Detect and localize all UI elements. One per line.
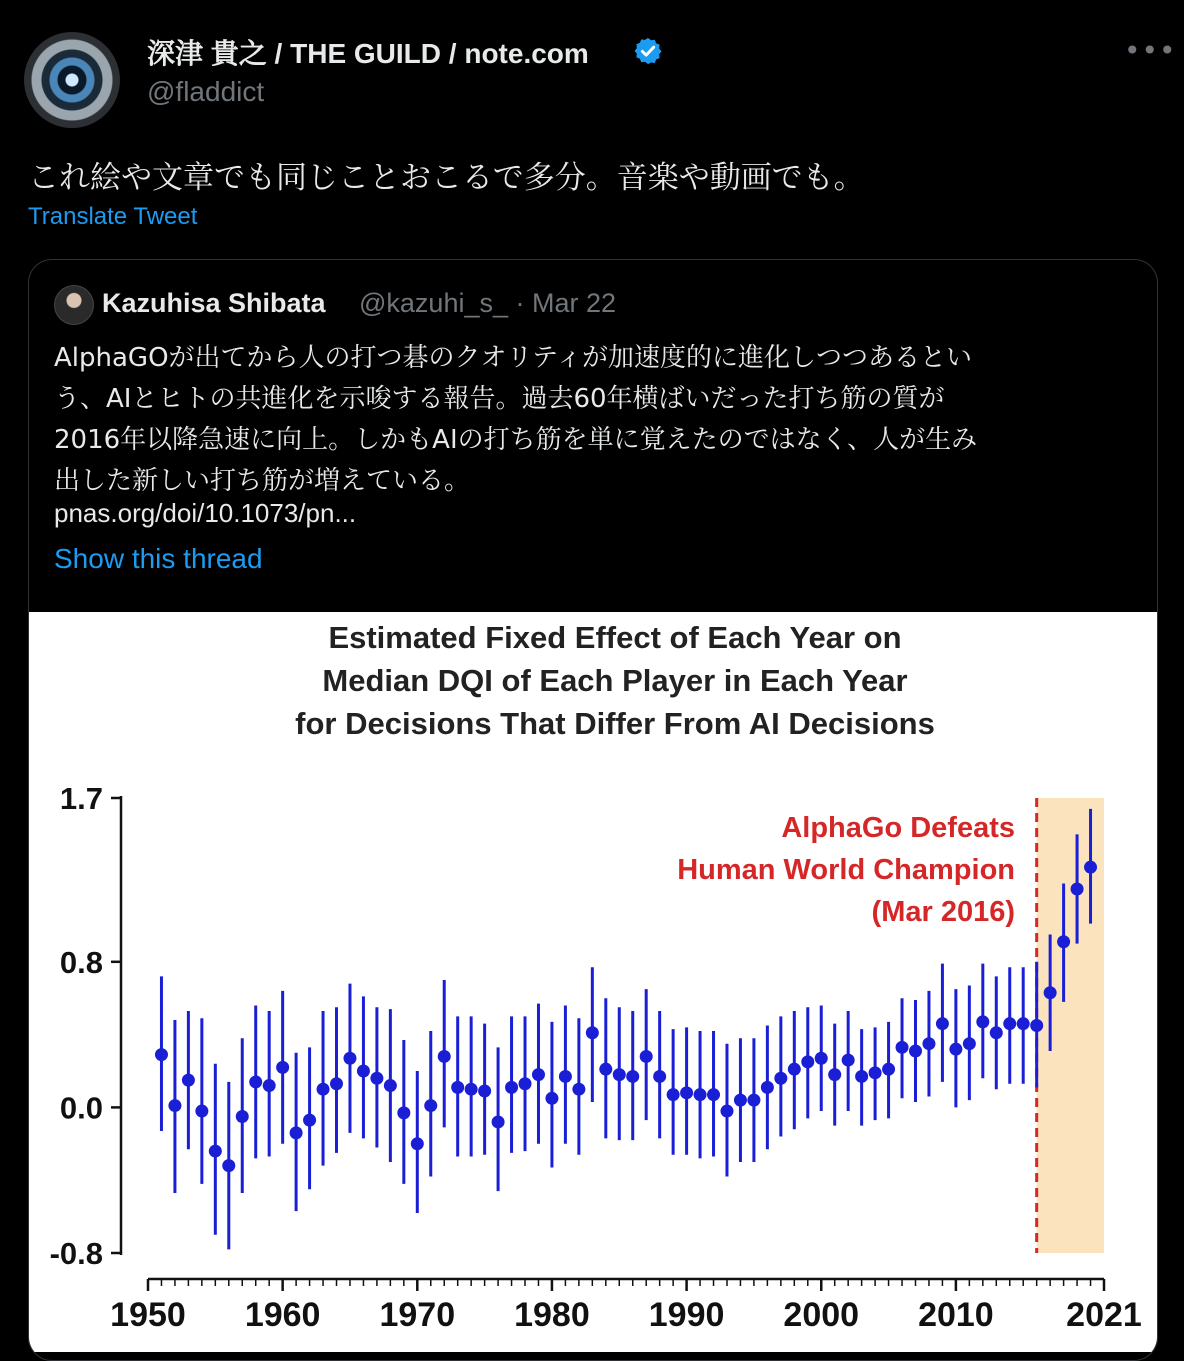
quoted-text-line: う、AIとヒトの共進化を示唆する報告。過去60年横ばいだった打ち筋の質が — [54, 384, 945, 414]
data-point — [155, 1048, 168, 1061]
x-tick-label: 1980 — [514, 1296, 590, 1334]
data-point — [357, 1065, 370, 1078]
data-point — [882, 1063, 895, 1076]
quoted-link[interactable]: pnas.org/doi/10.1073/pn... — [54, 498, 357, 528]
data-point — [613, 1068, 626, 1081]
x-tick-label: 2010 — [918, 1296, 994, 1334]
data-point — [451, 1081, 464, 1094]
data-point — [976, 1015, 989, 1028]
x-tick-label: 1960 — [244, 1296, 321, 1334]
data-point — [949, 1043, 962, 1056]
data-point — [263, 1079, 276, 1092]
quoted-avatar[interactable] — [54, 285, 94, 325]
data-point — [168, 1099, 181, 1112]
data-point — [249, 1075, 262, 1088]
quoted-handle-text: @kazuhi_s_ — [359, 288, 508, 318]
author-handle[interactable]: @fladdict — [147, 76, 265, 107]
data-point — [1030, 1019, 1043, 1032]
data-point — [1003, 1017, 1016, 1030]
dqi-chart — [29, 612, 1157, 1352]
data-point — [990, 1026, 1003, 1039]
data-point — [411, 1137, 424, 1150]
data-point — [209, 1145, 222, 1158]
data-point — [424, 1099, 437, 1112]
data-point — [572, 1083, 585, 1096]
data-point — [909, 1044, 922, 1057]
data-point — [222, 1159, 235, 1172]
x-tick-label: 2000 — [783, 1296, 860, 1334]
data-point — [788, 1063, 801, 1076]
data-point — [492, 1115, 505, 1128]
quoted-author-handle[interactable] — [359, 288, 616, 319]
data-point — [1017, 1017, 1030, 1030]
data-point — [478, 1085, 491, 1098]
data-point — [842, 1054, 855, 1067]
chart-title-line-1: Estimated Fixed Effect of Each Year on — [328, 620, 902, 655]
y-tick-label: 1.7 — [59, 781, 103, 816]
data-point — [761, 1081, 774, 1094]
data-point — [963, 1037, 976, 1050]
y-tick-label: 0.0 — [59, 1090, 103, 1126]
translate-tweet-link[interactable]: Translate Tweet — [28, 203, 198, 230]
data-point — [720, 1105, 733, 1118]
more-dots-icon[interactable]: ••• — [1124, 34, 1177, 67]
data-point — [1044, 986, 1057, 999]
chart-image[interactable] — [29, 612, 1157, 1352]
data-point — [438, 1050, 451, 1063]
y-tick-label: 0.8 — [59, 944, 103, 980]
x-tick-label: 2021 — [1066, 1296, 1142, 1334]
x-tick-label: 1950 — [110, 1296, 186, 1334]
data-point — [680, 1086, 693, 1099]
data-point — [869, 1066, 882, 1079]
data-point — [747, 1094, 760, 1107]
data-point — [653, 1070, 666, 1083]
y-tick-label: -0.8 — [49, 1236, 103, 1271]
chart-title-line-3: for Decisions That Differ From AI Decisions — [295, 706, 935, 741]
data-point — [317, 1083, 330, 1096]
data-point — [896, 1041, 909, 1054]
data-point — [855, 1070, 868, 1083]
annotation-line-2: Human World Champion — [677, 854, 1015, 886]
data-point — [707, 1088, 720, 1101]
chart-title-line-2: Median DQI of Each Player in Each Year — [322, 663, 908, 698]
quoted-author-name[interactable]: Kazuhisa Shibata — [102, 288, 326, 318]
data-point — [922, 1037, 935, 1050]
data-point — [384, 1079, 397, 1092]
data-point — [667, 1088, 680, 1101]
data-point — [303, 1114, 316, 1127]
data-point — [236, 1110, 249, 1123]
quoted-text — [54, 338, 1134, 502]
data-point — [182, 1074, 195, 1087]
quoted-text-line: 出した新しい打ち筋が増えている。 — [54, 466, 471, 496]
data-point — [343, 1052, 356, 1065]
data-point — [1071, 883, 1084, 896]
data-point — [586, 1026, 599, 1039]
data-point — [370, 1072, 383, 1085]
author-name[interactable]: 深津 貴之 / THE GUILD / note.com — [147, 38, 589, 69]
data-point — [828, 1068, 841, 1081]
quoted-text-line: 2016年以降急速に向上。しかもAIの打ち筋を単に覚えたのではなく、人が生み — [54, 425, 978, 455]
data-point — [465, 1083, 478, 1096]
quoted-text-line: AlphaGOが出てから人の打つ碁のクオリティが加速度的に進化しつつあるとい — [54, 343, 972, 373]
data-point — [815, 1052, 828, 1065]
data-point — [599, 1063, 612, 1076]
quoted-date: · Mar 22 — [515, 288, 617, 318]
data-point — [734, 1094, 747, 1107]
avatar[interactable] — [24, 32, 120, 128]
data-point — [505, 1081, 518, 1094]
data-point — [640, 1050, 653, 1063]
data-point — [545, 1092, 558, 1105]
data-point — [694, 1088, 707, 1101]
data-point — [559, 1070, 572, 1083]
data-point — [626, 1070, 639, 1083]
show-thread-link[interactable]: Show this thread — [54, 543, 263, 574]
data-point — [290, 1126, 303, 1139]
annotation-line-3: (Mar 2016) — [871, 896, 1015, 928]
data-point — [532, 1068, 545, 1081]
quoted-tweet[interactable] — [28, 259, 1158, 1361]
data-point — [1084, 861, 1097, 874]
data-point — [195, 1105, 208, 1118]
data-point — [1057, 935, 1070, 948]
data-point — [519, 1077, 532, 1090]
data-point — [801, 1055, 814, 1068]
data-point — [276, 1061, 289, 1074]
tweet-header — [0, 0, 1184, 140]
data-point — [774, 1072, 787, 1085]
tweet-text: これ絵や文章でも同じことおこるで多分。音楽や動画でも。 — [28, 160, 865, 196]
data-point — [397, 1106, 410, 1119]
data-point — [936, 1017, 949, 1030]
annotation-line-1: AlphaGo Defeats — [781, 812, 1015, 844]
x-tick-label: 1970 — [379, 1296, 456, 1334]
x-tick-label: 1990 — [648, 1296, 725, 1334]
verified-badge-icon — [633, 36, 663, 66]
data-point — [330, 1077, 343, 1090]
